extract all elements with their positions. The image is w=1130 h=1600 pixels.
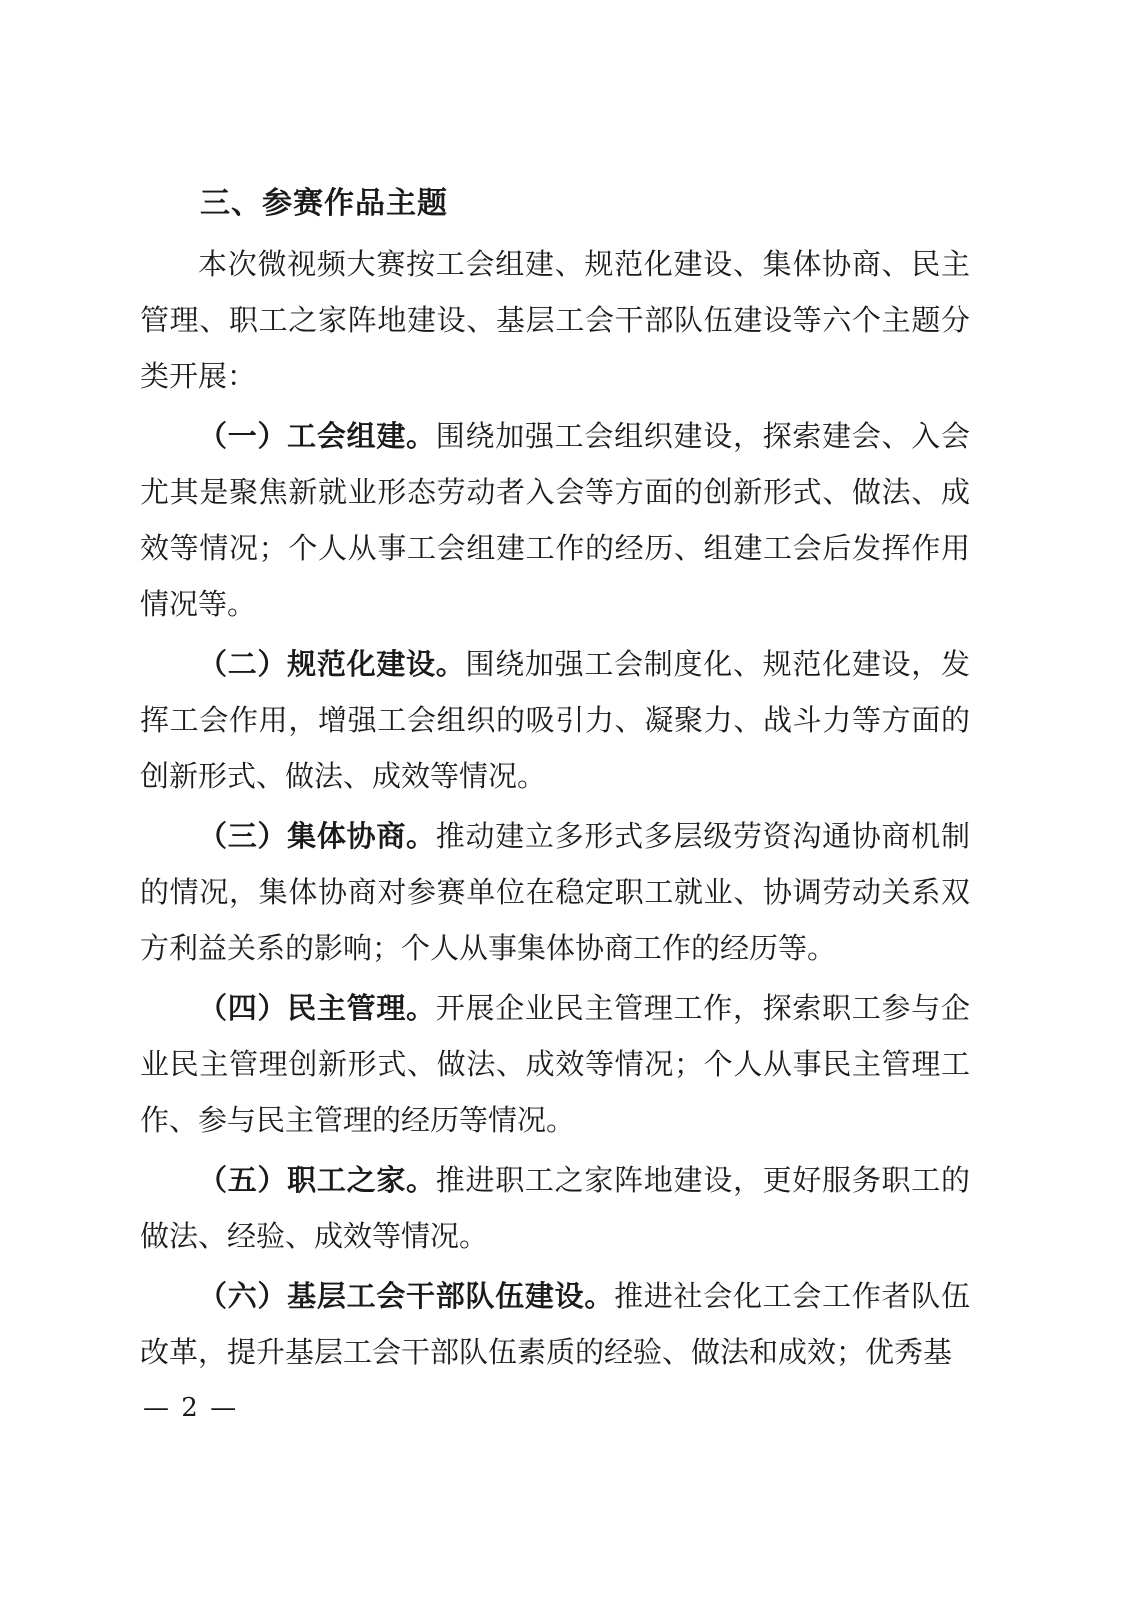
item-lead-4: （四）民主管理。 — [198, 991, 436, 1025]
intro-paragraph: 本次微视频大赛按工会组建、规范化建设、集体协商、民主管理、职工之家阵地建设、基层工会干部队伍建设等六个主题分类开展： — [140, 247, 970, 393]
item-text-2: 围绕加强工会制度化、规范化建设，发挥工会作用，增强工会组织的吸引力、凝聚力、战斗力等方面的创新形式、做法、成效等情况。 — [140, 647, 970, 793]
item-text-3: 推动建立多形式多层级劳资沟通协商机制的情况，集体协商对参赛单位在稳定职工就业、协调劳动关系双方利益关系的影响；个人从事集体协商工作的经历等。 — [140, 819, 970, 965]
item-text-6: 推进社会化工会工作者队伍改革，提升基层工会干部队伍素质的经验、做法和成效；优秀基 — [140, 1279, 970, 1369]
item-paragraph-2 — [140, 636, 970, 804]
item-lead-3: （三）集体协商。 — [198, 819, 436, 853]
page-number: — 2 — — [143, 1393, 239, 1423]
item-paragraph-5 — [140, 1152, 970, 1264]
item-text-1: 围绕加强工会组织建设，探索建会、入会尤其是聚焦新就业形态劳动者入会等方面的创新形式、做法、成效等情况；个人从事工会组建工作的经历、组建工会后发挥作用情况等。 — [140, 419, 970, 621]
item-paragraph-3 — [140, 808, 970, 976]
item-lead-1: （一）工会组建。 — [198, 419, 436, 453]
item-lead-2: （二）规范化建设。 — [198, 647, 466, 681]
item-lead-5: （五）职工之家。 — [198, 1163, 436, 1197]
item-text-4: 开展企业民主管理工作，探索职工参与企业民主管理创新形式、做法、成效等情况；个人从事民主管理工作、参与民主管理的经历等情况。 — [140, 991, 970, 1137]
section-heading: 三、参赛作品主题 — [200, 186, 448, 221]
item-paragraph-4 — [140, 980, 970, 1148]
body-text — [140, 236, 970, 1384]
item-text-5: 推进职工之家阵地建设，更好服务职工的做法、经验、成效等情况。 — [140, 1163, 970, 1253]
item-paragraph-6 — [140, 1268, 970, 1380]
item-paragraph-1 — [140, 408, 970, 632]
item-lead-6: （六）基层工会干部队伍建设。 — [198, 1279, 615, 1313]
